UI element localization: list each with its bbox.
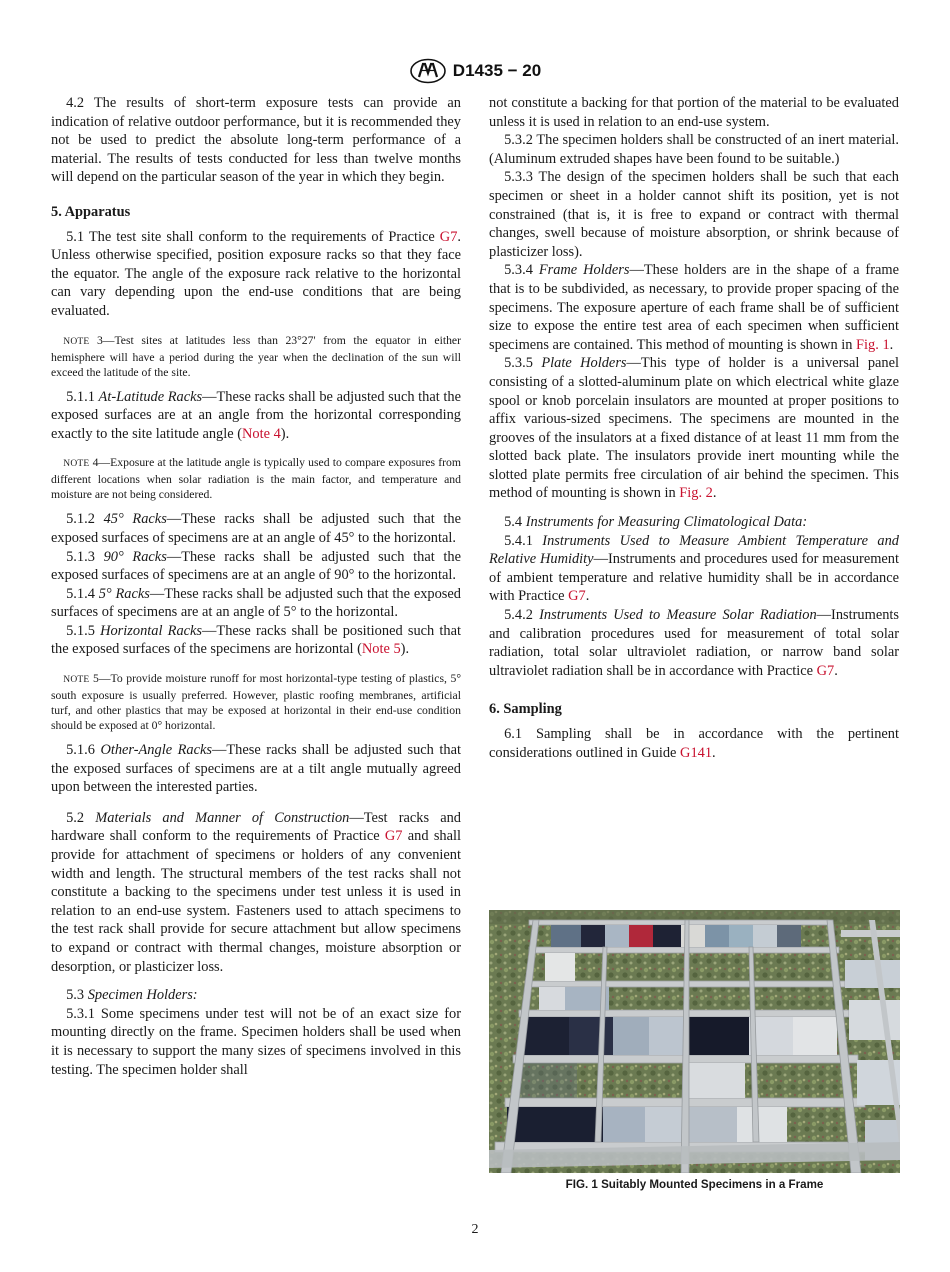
link-fig-2[interactable]: Fig. 2: [679, 485, 713, 502]
paragraph-5-1-4: 5.1.4 5° Racks—These racks shall be adjusted such that the exposed surfaces of specimens are at an angle of 5° to the horizontal.: [51, 585, 461, 621]
link-note-4[interactable]: Note 4: [242, 425, 281, 442]
right-column: [489, 94, 899, 762]
figure-1-photo: [489, 910, 900, 1173]
paragraph-5-1-1: 5.1.1 At-Latitude Racks—These racks shall be adjusted such that the exposed surfaces are at an angle from the horizontal corresponding exactly to the site latitude angle (Note 4).: [51, 388, 461, 442]
page-header: [0, 57, 950, 85]
note-4: NOTE 4—Exposure at the latitude angle is typically used to compare exposures from different locations when solar radiation is the main factor, and temperature and moisture are not being considered.: [51, 456, 461, 502]
link-g7[interactable]: G7: [816, 662, 835, 679]
paragraph-5-4-1: 5.4.1 Instruments Used to Measure Ambient Temperature and Relative Humidity—Instruments and procedures used for measurement of ambient temperature and relative humidity shall be in accordance with Practice G7.: [489, 532, 899, 605]
paragraph-5-3-3: 5.3.3 The design of the specimen holders shall be such that each specimen or sheet in a holder cannot shift its position, yet is not constrained (that is, it is free to expand or contract with thermal changes, swell because of moisture absorption, or shrink because of plasticizer loss).: [489, 169, 899, 260]
paragraph-6-1: 6.1 Sampling shall be in accordance with the pertinent considerations outlined in Guide G141.: [489, 726, 899, 761]
paragraph-5-3-5: 5.3.5 Plate Holders—This type of holder is a universal panel consisting of a slotted-aluminum plate on which electrical white glaze spool or knob porcelain insulators are mounted at proper positions to affix various-sized specimens. The specimens are mounted in the grooves of the insulators at a fixed distance of at least 11 mm from the slotted back plate. The insulators provide inert mounting while the slotted plate permits free circulation of air behind the specimen. This method of mounting is shown in Fig. 2.: [489, 355, 899, 502]
link-g141[interactable]: G141: [680, 744, 713, 761]
section-6-heading: 6. Sampling: [489, 701, 562, 718]
link-g7[interactable]: G7: [568, 588, 586, 605]
document-id: D1435 − 20: [452, 61, 542, 80]
paragraph-4-2: 4.2 The results of short-term exposure tests can provide an indication of relative outdoor performance, but it is recommended they not be used to predict the absolute long-term performance of a material. The results of tests conducted for less than twelve months will depend on the particular season of the year in which they begin.: [51, 95, 461, 186]
paragraph-5-1-3: 5.1.3 90° Racks—These racks shall be adjusted such that the exposed surfaces of specimens are at an angle of 90° to the horizontal.: [51, 548, 461, 584]
page-number: 2: [471, 1222, 479, 1237]
figure-1-caption: FIG. 1 Suitably Mounted Specimens in a Frame: [565, 1178, 824, 1191]
section-5-heading: 5. Apparatus: [51, 203, 131, 220]
paragraph-5-2: 5.2 Materials and Manner of Construction—Test racks and hardware shall conform to the requirements of Practice G7 and shall provide for attachment of specimens or holders of any convenient width and length. The structural members of the test racks shall not constitute a backing to the specimens under test unless it is used in relation to an end-use system. Fasteners used to attach specimens to the test rack shall provide for secure attachment but allow specimens to expand or contract with thermal changes, moisture absorption or desorption, or plasticizer loss.: [51, 809, 461, 975]
paragraph-5-1-6: 5.1.6 Other-Angle Racks—These racks shall be adjusted such that the exposed surfaces of specimens are at a tilt angle mutually agreed upon between the interested parties.: [51, 742, 461, 796]
paragraph-5-3-1: 5.3.1 Some specimens under test will not be of an exact size for mounting directly on the frame. Specimen holders shall be used when it is necessary to support the many sizes of specimens involved in this testing. The specimen holder shall: [51, 1005, 461, 1078]
paragraph-5-4-2: 5.4.2 Instruments Used to Measure Solar Radiation—Instruments and calibration procedures used for measurement of total solar radiation, total solar ultraviolet radiation, or narrow band solar ultraviolet radiation shall be in accordance with Practice G7.: [489, 607, 899, 679]
paragraph-5-4: 5.4 Instruments for Measuring Climatological Data:: [504, 514, 808, 531]
left-column: [51, 94, 461, 1079]
paragraph-5-3-4: 5.3.4 Frame Holders—These holders are in the shape of a frame that is to be subdivided, as necessary, to provide proper spacing of the specimens. The exposure aperture of each frame shall be of sufficient size to expose the entire test area of each specimen when sufficient specimens are contained. This method of mounting is shown in Fig. 1.: [489, 262, 899, 353]
link-fig-1[interactable]: Fig. 1: [856, 336, 890, 353]
paragraph-5-3: 5.3 Specimen Holders:: [66, 987, 198, 1004]
paragraph-5-1: 5.1 The test site shall conform to the requirements of Practice G7. Unless otherwise specified, position exposure racks so that they face the equator. The angle of the exposure rack relative to the horizontal can vary depending upon the end-use conditions that are being evaluated.: [51, 228, 461, 319]
link-g7[interactable]: G7: [384, 828, 403, 845]
paragraph-5-3-2: 5.3.2 The specimen holders shall be constructed of an inert material. (Aluminum extruded shapes have been found to be suitable.): [489, 132, 899, 167]
link-note-5[interactable]: Note 5: [361, 641, 401, 658]
astm-logo-icon: [409, 58, 447, 84]
paragraph-5-1-2: 5.1.2 45° Racks—These racks shall be adjusted such that the exposed surfaces of specimens are at an angle of 45° to the horizontal.: [51, 511, 461, 546]
note-5: NOTE 5—To provide moisture runoff for most horizontal-type testing of plastics, 5° south exposure is usually preferred. However, plastic roofing membranes, artificial turf, and other plastics that may be exposed at horizontal in their end-use condition should be exposed at 0° horizontal.: [51, 672, 461, 733]
link-g7[interactable]: G7: [439, 228, 458, 245]
paragraph-5-1-5: 5.1.5 Horizontal Racks—These racks shall be positioned such that the exposed surfaces of the specimens are horizontal (Note 5).: [51, 622, 461, 658]
note-3: NOTE 3—Test sites at latitudes less than 23°27' from the equator in either hemisphere will have a period during the year when the declination of the sun will exceed the latitude of the site.: [51, 333, 461, 379]
specimen-frame-photo: [489, 910, 900, 1173]
paragraph-continued: not constitute a backing for that portion of the material to be evaluated unless it is used in relation to an end-use system.: [489, 95, 899, 130]
